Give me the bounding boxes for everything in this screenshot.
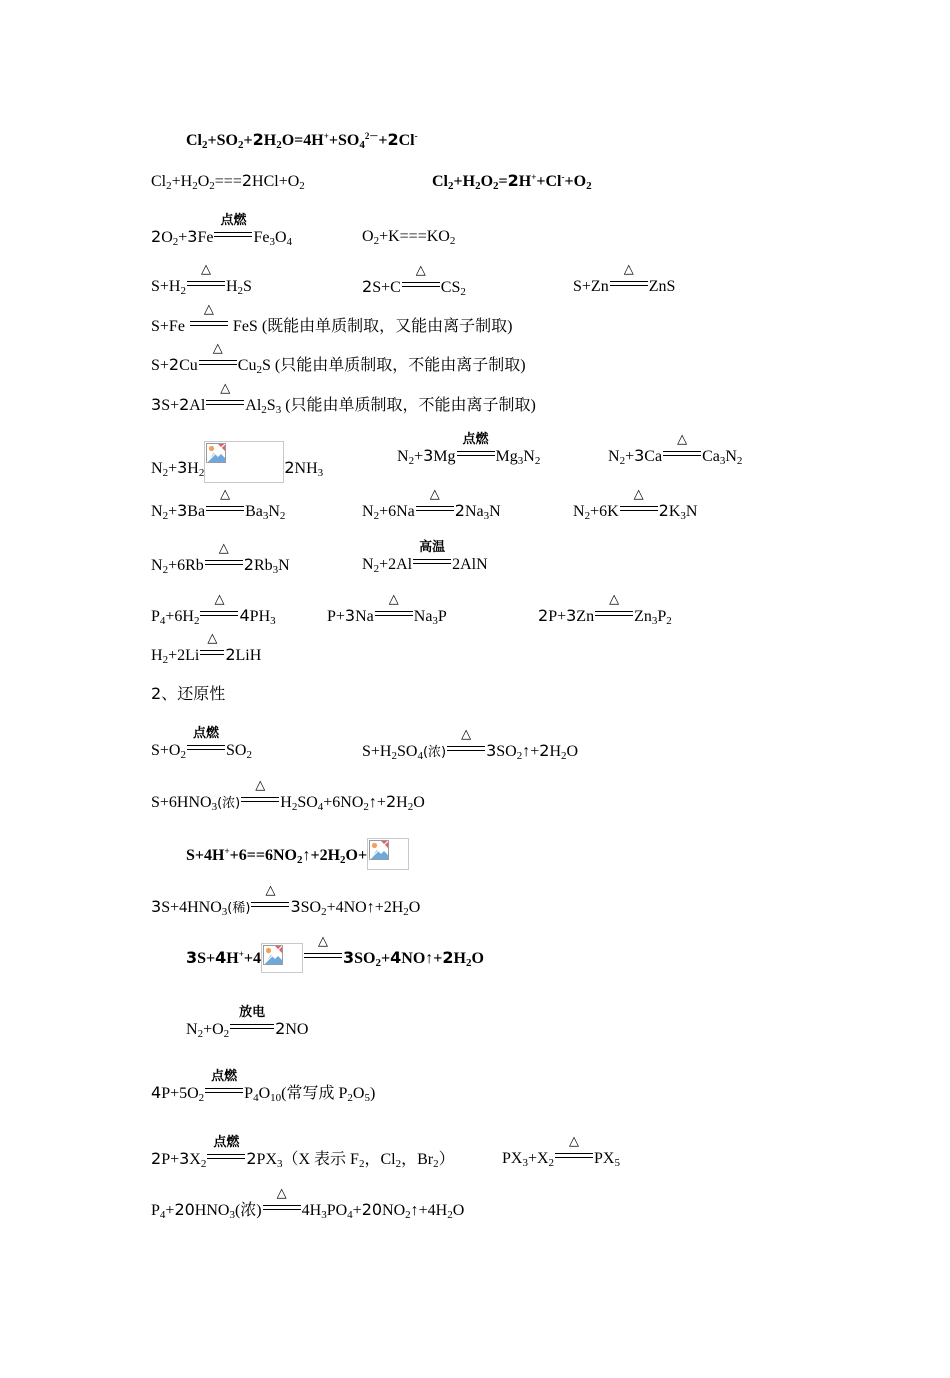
equation-s-c: 2S+C △ $CS_2$ (362, 263, 466, 298)
heat-condition-sign: △ (200, 603, 238, 623)
equation-n2-al: $N_2+2Al$ 高温 2AlN (362, 540, 488, 575)
equation-s-fe: S+Fe △ FeS (既能由单质制取，又能由离子制取) (151, 302, 513, 335)
equation-s-h2: $S+H_2$ △ $H_2S$ (151, 262, 252, 297)
ignite-condition-sign: 点燃 (187, 737, 225, 757)
heat-condition-sign: △ (251, 894, 289, 914)
heat-condition-sign: △ (663, 443, 701, 463)
section-heading-reducibility: 2、还原性 (151, 684, 226, 703)
heat-condition-sign: △ (610, 273, 648, 293)
equation-s-dilute-hno3: $3S+4HNO_3$(稀) △ $3SO_2+4NO↑+2H_2O$ (151, 883, 421, 918)
equation-cl2-so2-ionic: $Cl_2+SO_2+2H_2O=4H^++SO_4^{2-}+2Cl^-$ (186, 130, 418, 151)
equation-s-dilute-hno3-ionic: 3S+4H++4 △ $3SO_2+4NO↑+2H_2O$ (186, 943, 484, 973)
high-temp-condition-sign: 高温 (413, 551, 451, 571)
equation-s-conc-hno3: $S+6HNO_3$(浓) △ $H_2SO_4+6NO_2↑+2H_2O$ (151, 778, 425, 813)
heat-condition-sign: △ (190, 313, 228, 333)
equation-s-conc-h2so4: $S+H_2SO_4$(浓) △ $3SO_2↑+2H_2O$ (362, 727, 579, 762)
equation-n2-ba: $N_2+3Ba$ △ $Ba_3N_2$ (151, 487, 286, 522)
equation-fe-combustion: $2O_2+3Fe$ 点燃 $Fe_3O_4$ (151, 213, 293, 248)
equation-n2-na: $N_2+6Na$ △ $2Na_3N$ (362, 487, 501, 522)
equation-p-combustion: $4P+5O_2$ 点燃 $P_4O_{10}$(常写成 $P_2O_5$) (151, 1069, 376, 1104)
equation-s-zn: S+Zn △ ZnS (573, 262, 676, 295)
equation-p-conc-hno3: $P_4+20HNO_3$(浓) △ $4H_3PO_4+20NO_2↑+4H_2O$ (151, 1186, 465, 1221)
equation-s-al: 3S+2Al △ $Al_2S_3$ (只能由单质制取，不能由离子制取) (151, 381, 536, 416)
heat-condition-sign: △ (199, 352, 237, 372)
heat-condition-sign: △ (206, 498, 244, 518)
equation-n2-h2: $N_2+3H_2$ $2NH_3$ (151, 441, 323, 471)
heat-condition-sign: △ (206, 392, 244, 412)
ignite-condition-sign: 点燃 (205, 1080, 243, 1100)
heat-condition-sign: △ (375, 603, 413, 623)
broken-image-icon (367, 838, 409, 870)
equation-h2-li: $H_2+2Li$ △ 2LiH (151, 631, 262, 666)
heat-condition-sign: △ (555, 1145, 593, 1165)
equation-n2-rb: $N_2+6Rb$ △ $2Rb_3N$ (151, 541, 290, 576)
heat-condition-sign: △ (205, 552, 243, 572)
heat-condition-sign: △ (304, 945, 342, 965)
equation-s-cu: S+2Cu △ $Cu_2S$ (只能由单质制取，不能由离子制取) (151, 341, 526, 376)
equation-n2-mg: $N_2+3Mg$ 点燃 $Mg_3N_2$ (397, 432, 541, 467)
heat-condition-sign: △ (241, 789, 279, 809)
equation-p4-h2: $P_4+6H_2$ △ $4PH_3$ (151, 592, 276, 627)
heat-condition-sign: △ (402, 274, 440, 294)
broken-image-icon (261, 943, 303, 973)
equation-n2-o2-discharge: $N_2+O_2$ 放电 2NO (186, 1005, 309, 1040)
equation-px3-x2: $PX_3+X_2$ △ $PX_5$ (502, 1134, 620, 1169)
equation-cl2-h2o2: $Cl_2+H_2O_2===2HCl+O_2$ (151, 171, 305, 192)
heat-condition-sign: △ (416, 498, 454, 518)
equation-p-na: P+3Na △ $Na_3P$ (327, 592, 447, 627)
equation-n2-ca: $N_2+3Ca$ △ $Ca_3N_2$ (608, 432, 743, 467)
ignite-condition-sign: 点燃 (457, 443, 495, 463)
equation-o2-k: $O_2+K===KO_2$ (362, 228, 456, 247)
ignite-condition-sign: 点燃 (207, 1146, 245, 1166)
heat-condition-sign: △ (595, 603, 633, 623)
equation-cl2-h2o2-ionic: $Cl_2+H_2O_2=2H^++Cl^-+O_2$ (432, 171, 592, 192)
equation-p-halogen: $2P+3X_2$ 点燃 $2PX_3(X$ 表示 $F_2$，$Cl_2$，$Br_2$） (151, 1135, 455, 1170)
heat-condition-sign: △ (200, 642, 224, 662)
broken-image-icon (204, 441, 284, 483)
heat-condition-sign: △ (263, 1197, 301, 1217)
ignite-condition-sign: 点燃 (214, 224, 252, 244)
heat-condition-sign: △ (447, 738, 485, 758)
discharge-condition-sign: 放电 (230, 1016, 274, 1036)
heat-condition-sign: △ (187, 273, 225, 293)
equation-p-zn: 2P+3Zn △ $Zn_3P_2$ (538, 592, 672, 627)
equation-s-o2: $S+O_2$ 点燃 $SO_2$ (151, 726, 252, 761)
equation-s-conc-hno3-ionic: $S+4H^++6==6NO_2↑+2H_2O+$ (186, 838, 409, 868)
equation-n2-k: $N_2+6K$ △ $2K_3N$ (573, 487, 698, 522)
heat-condition-sign: △ (620, 498, 658, 518)
